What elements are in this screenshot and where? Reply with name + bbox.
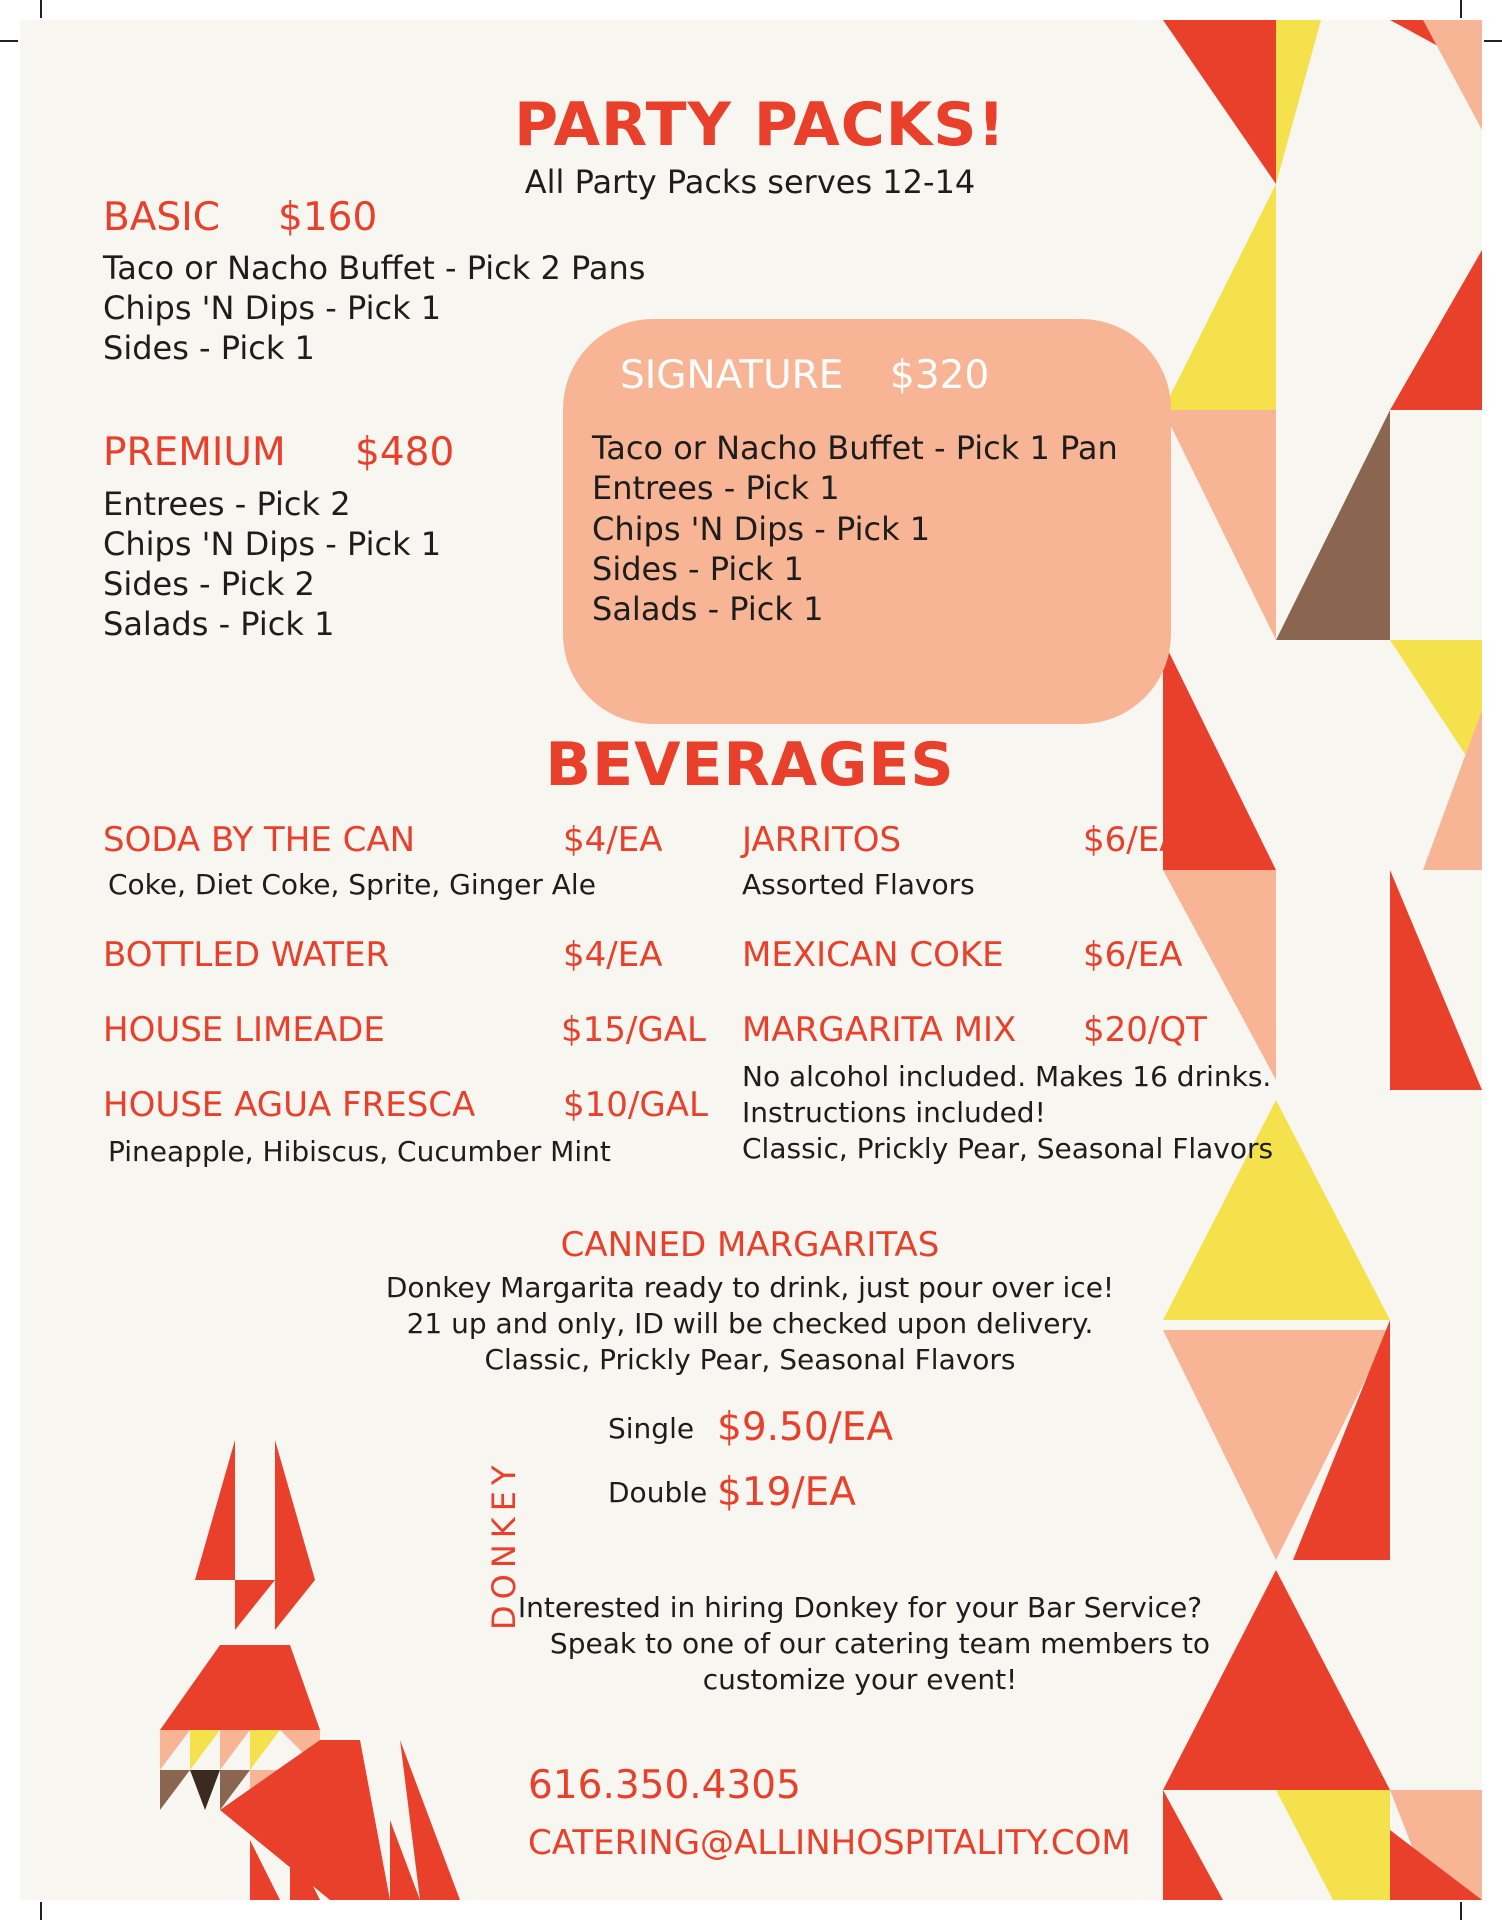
bev-water-price: $4/EA — [563, 935, 663, 975]
crop-mark — [40, 1902, 42, 1920]
single-label: Single — [608, 1412, 695, 1445]
pack-basic-price: $160 — [278, 195, 378, 240]
pack-premium-item: Sides - Pick 2 — [103, 565, 315, 603]
menu-page — [20, 20, 1482, 1900]
page-subtitle: All Party Packs serves 12-14 — [524, 163, 976, 201]
bev-jarritos-desc: Assorted Flavors — [742, 868, 975, 901]
bev-jarritos-price: $6/EA — [1083, 820, 1183, 860]
pack-premium-price: $480 — [355, 430, 455, 475]
bev-water-name: BOTTLED WATER — [103, 935, 390, 975]
canned-line: Classic, Prickly Pear, Seasonal Flavors — [484, 1343, 1016, 1376]
bar-service-line: Speak to one of our catering team members to — [549, 1627, 1211, 1660]
pack-signature-price: $320 — [890, 353, 990, 398]
donkey-logo — [160, 1440, 480, 1900]
canned-line: 21 up and only, ID will be checked upon delivery. — [406, 1307, 1094, 1340]
pack-signature-item: Entrees - Pick 1 — [592, 469, 840, 507]
bev-margarita-mix-name: MARGARITA MIX — [742, 1010, 1017, 1050]
pack-premium-item: Chips 'N Dips - Pick 1 — [103, 525, 442, 563]
pack-signature-item: Chips 'N Dips - Pick 1 — [592, 510, 931, 548]
beverages-title: BEVERAGES — [545, 730, 955, 800]
pack-signature-item: Sides - Pick 1 — [592, 550, 804, 588]
pack-premium-item: Entrees - Pick 2 — [103, 485, 351, 523]
crop-mark — [1484, 40, 1502, 42]
bev-agua-desc: Pineapple, Hibiscus, Cucumber Mint — [108, 1135, 611, 1168]
bev-margarita-mix-desc: Instructions included! — [742, 1096, 1046, 1129]
pack-basic-item: Sides - Pick 1 — [103, 329, 315, 367]
single-price: $9.50/EA — [717, 1405, 894, 1450]
contact-phone[interactable]: 616.350.4305 — [528, 1763, 801, 1808]
contact-email[interactable]: CATERING@ALLINHOSPITALITY.COM — [528, 1823, 1131, 1863]
pack-basic-item: Chips 'N Dips - Pick 1 — [103, 289, 442, 327]
bev-agua-name: HOUSE AGUA FRESCA — [103, 1085, 476, 1125]
bev-margarita-mix-desc: Classic, Prickly Pear, Seasonal Flavors — [742, 1132, 1274, 1165]
bar-service-line: customize your event! — [702, 1663, 1018, 1696]
pack-premium-name: PREMIUM — [103, 430, 286, 475]
bev-jarritos-name: JARRITOS — [742, 820, 902, 860]
bev-margarita-mix-price: $20/QT — [1083, 1010, 1207, 1050]
double-price: $19/EA — [717, 1470, 856, 1515]
bev-mexican-coke-price: $6/EA — [1083, 935, 1183, 975]
pack-premium-item: Salads - Pick 1 — [103, 605, 335, 643]
bev-limeade-price: $15/GAL — [561, 1010, 706, 1050]
double-label: Double — [608, 1476, 708, 1509]
crop-mark — [0, 40, 18, 42]
pack-signature-item: Salads - Pick 1 — [592, 590, 824, 628]
bev-mexican-coke-name: MEXICAN COKE — [742, 935, 1004, 975]
canned-line: Donkey Margarita ready to drink, just pour over ice! — [385, 1271, 1115, 1304]
bev-agua-price: $10/GAL — [563, 1085, 708, 1125]
bev-limeade-name: HOUSE LIMEADE — [103, 1010, 385, 1050]
bev-soda-name: SODA BY THE CAN — [103, 820, 416, 860]
bev-margarita-mix-desc: No alcohol included. Makes 16 drinks. — [742, 1060, 1272, 1093]
bev-soda-price: $4/EA — [563, 820, 663, 860]
canned-title: CANNED MARGARITAS — [560, 1225, 940, 1265]
bar-service-line: Interested in hiring Donkey for your Bar Service? — [517, 1591, 1203, 1624]
pack-basic-item: Taco or Nacho Buffet - Pick 2 Pans — [103, 249, 646, 287]
page-title: PARTY PACKS! — [514, 90, 1006, 160]
pack-signature-name: SIGNATURE — [620, 353, 844, 398]
logo-text: DONKEY — [485, 1459, 523, 1630]
crop-mark — [40, 0, 42, 18]
bev-soda-desc: Coke, Diet Coke, Sprite, Ginger Ale — [108, 868, 596, 901]
crop-mark — [1460, 1902, 1462, 1920]
pack-signature-item: Taco or Nacho Buffet - Pick 1 Pan — [592, 429, 1118, 467]
pack-basic-name: BASIC — [103, 195, 220, 240]
crop-mark — [1460, 0, 1462, 18]
